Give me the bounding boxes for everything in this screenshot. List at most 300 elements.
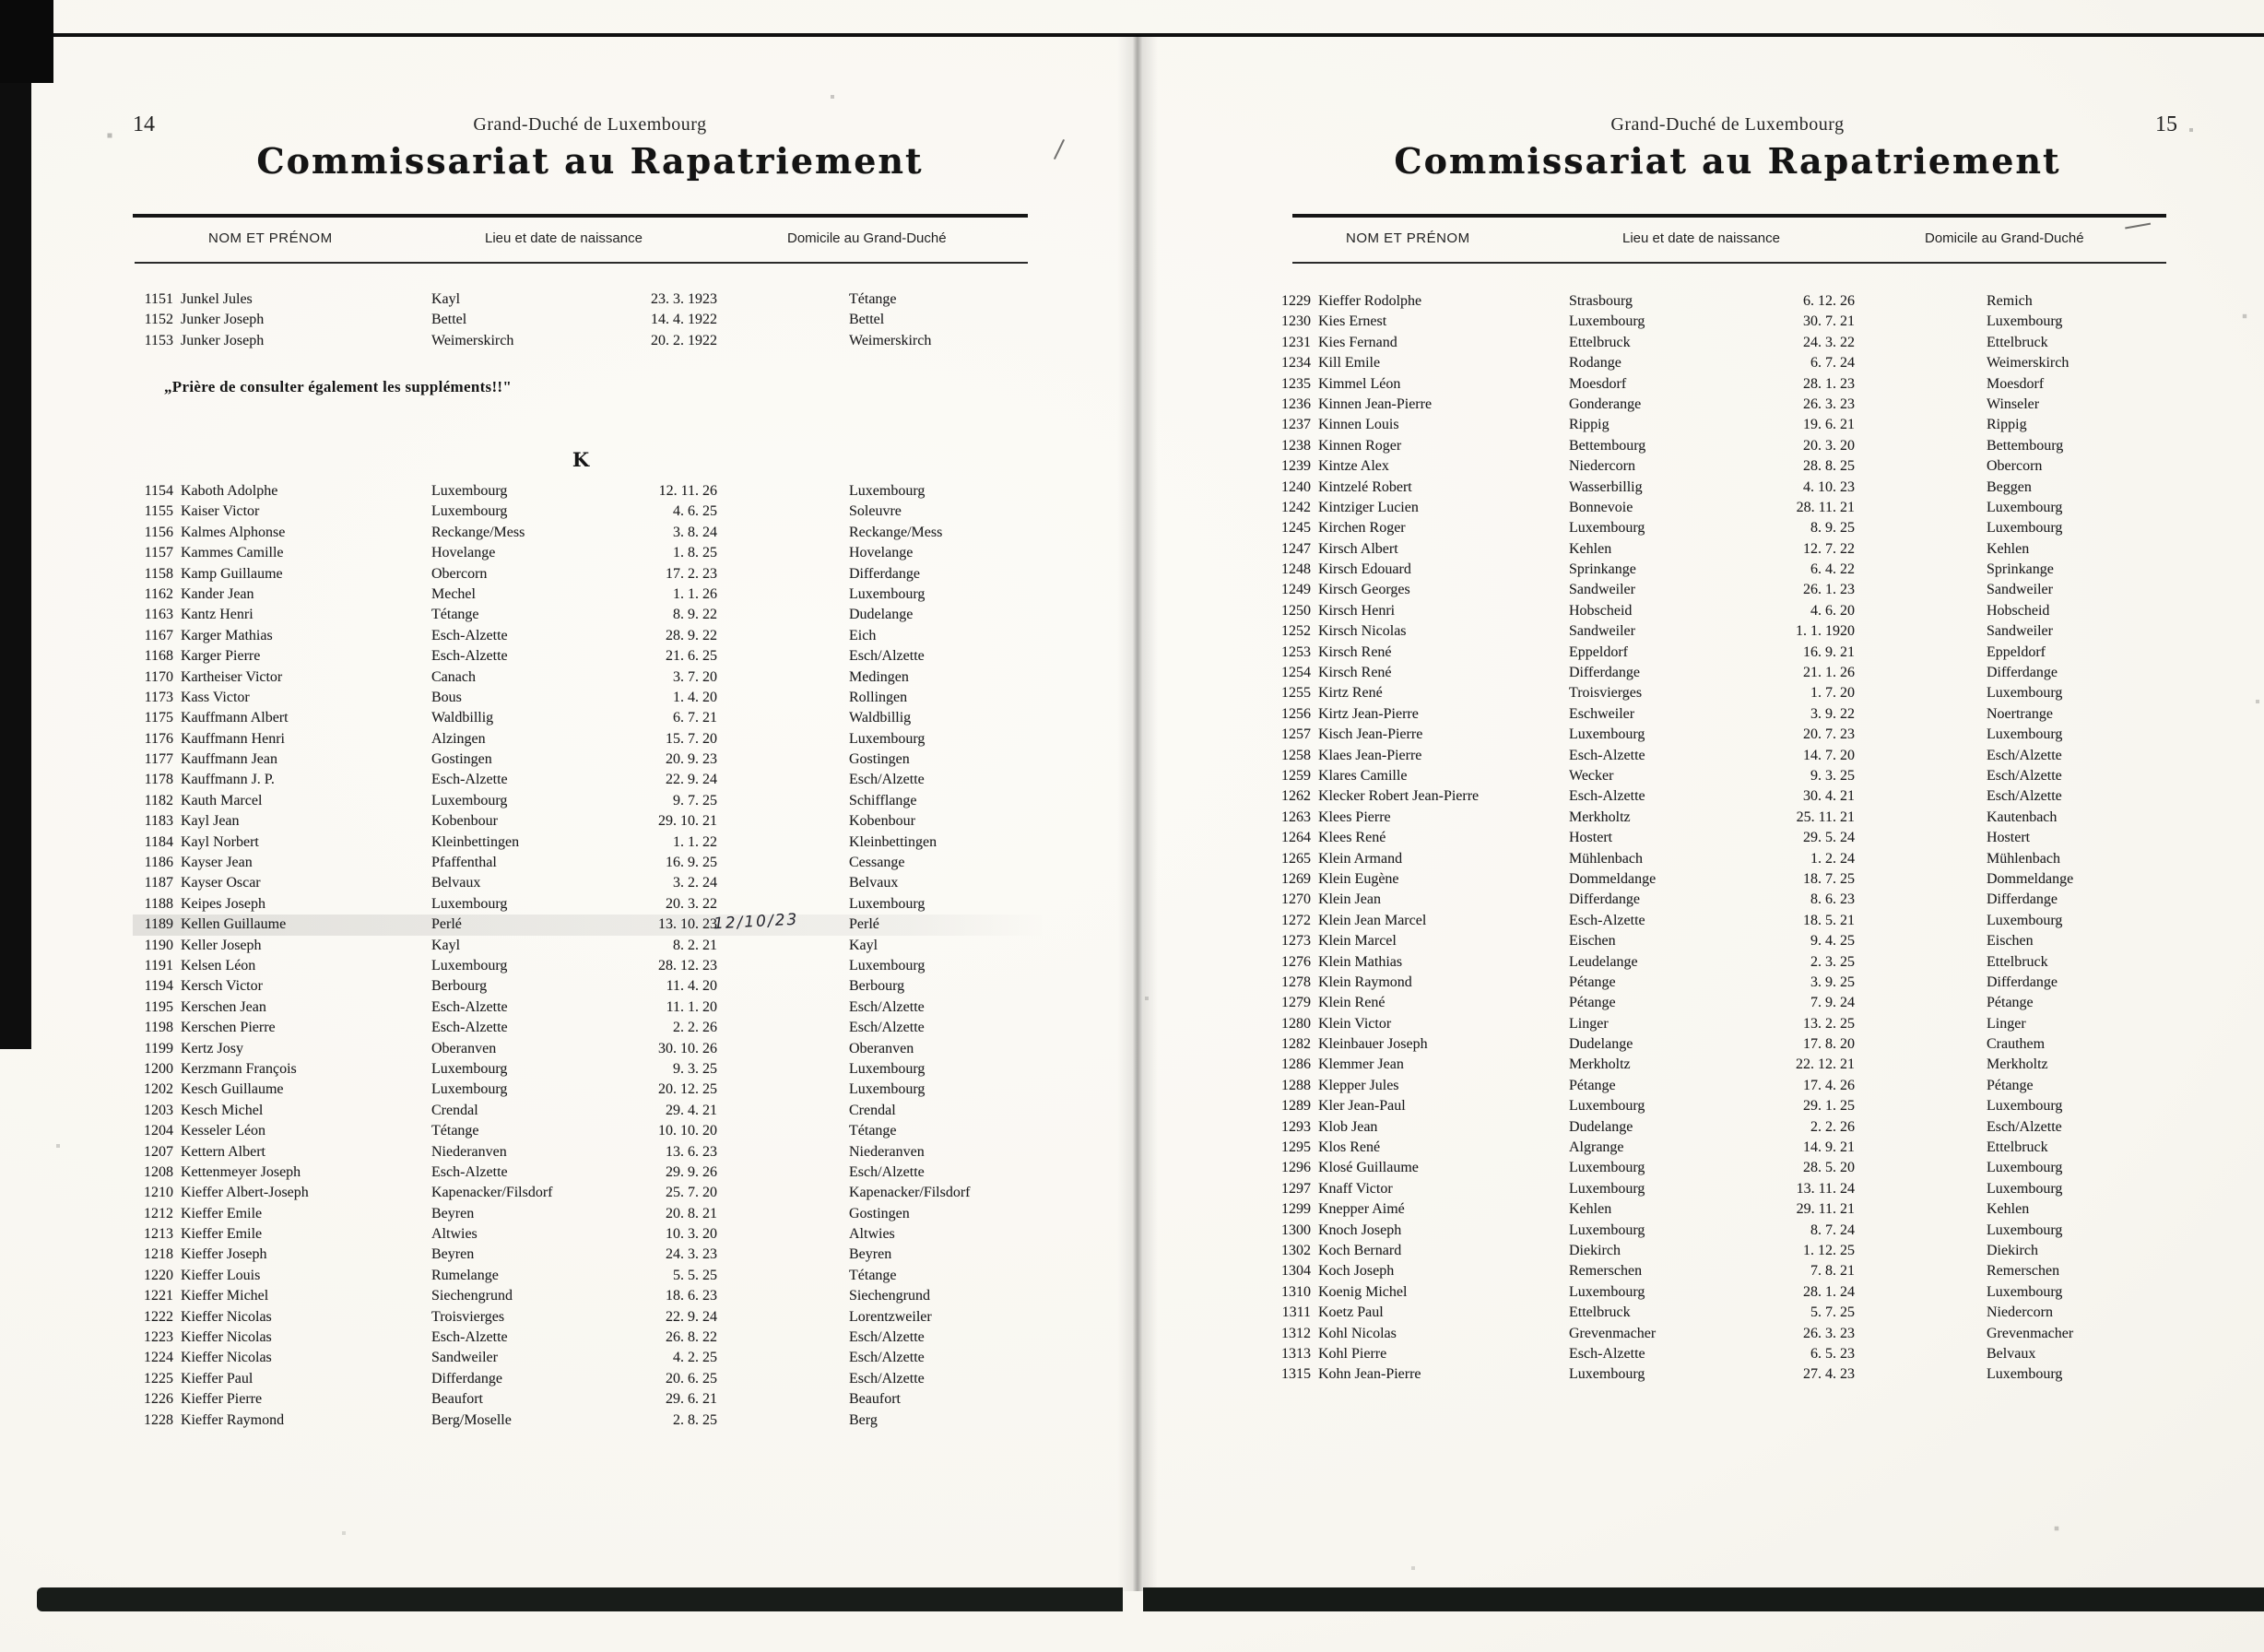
cell-place: Canach: [431, 668, 476, 685]
cell-date: 3. 8. 24: [673, 524, 717, 540]
cell-domicile: Luxembourg: [1987, 1180, 2063, 1197]
cell-domicile: Esch/Alzette: [849, 1020, 925, 1036]
cell-place: Sprinkange: [1569, 561, 1636, 578]
cell-name: Kleinbauer Joseph: [1318, 1036, 1428, 1053]
cell-name: Kieffer Rodolphe: [1318, 293, 1422, 309]
cell-num: 1212: [144, 1205, 173, 1221]
cell-date: 30. 10. 26: [658, 1040, 717, 1056]
cell-name: Klemmer Jean: [1318, 1056, 1404, 1073]
cell-domicile: Luxembourg: [1987, 313, 2063, 330]
cell-date: 13. 11. 24: [1796, 1180, 1855, 1197]
registry-row: [133, 1080, 1047, 1100]
cell-date: 20. 6. 25: [666, 1370, 717, 1386]
cell-name: Klees René: [1318, 830, 1386, 846]
cell-num: 1190: [144, 937, 173, 953]
cell-name: Kerschen Jean: [181, 998, 266, 1015]
cell-name: Kantz Henri: [181, 607, 254, 623]
cell-date: 29. 4. 21: [666, 1102, 717, 1118]
registry-row: [1270, 580, 2185, 600]
cell-num: 1245: [1281, 520, 1311, 537]
cell-num: 1259: [1281, 767, 1311, 784]
cell-name: Kettern Albert: [181, 1143, 265, 1160]
cell-domicile: Perlé: [849, 916, 879, 933]
column-headers: [1270, 230, 2185, 258]
cell-name: Kirtz René: [1318, 685, 1383, 702]
cell-domicile: Beggen: [1987, 478, 2032, 495]
cell-date: 13. 2. 25: [1803, 1015, 1855, 1032]
registry-row: [133, 1162, 1047, 1183]
cell-domicile: Dommeldange: [1987, 870, 2074, 887]
column-header-domicile: Domicile au Grand-Duché: [787, 230, 947, 246]
cell-date: 29. 9. 26: [666, 1163, 717, 1180]
registry-row: [1270, 1282, 2185, 1303]
cell-num: 1218: [144, 1246, 173, 1263]
cell-name: Kayl Norbert: [181, 833, 259, 850]
cell-date: 17. 2. 23: [666, 565, 717, 582]
cell-num: 1157: [144, 545, 173, 561]
registry-row: [1270, 1199, 2185, 1220]
cell-date: 12. 7. 22: [1803, 540, 1855, 557]
cell-num: 1213: [144, 1226, 173, 1243]
cell-place: Luxembourg: [1569, 1221, 1645, 1238]
cell-date: 28. 1. 23: [1803, 375, 1855, 392]
cell-num: 1177: [144, 751, 173, 768]
cell-name: Klob Jean: [1318, 1118, 1378, 1135]
cell-date: 26. 1. 23: [1803, 582, 1855, 598]
cell-domicile: Remich: [1987, 293, 2033, 309]
cell-domicile: Crauthem: [1987, 1036, 2046, 1053]
cell-num: 1280: [1281, 1015, 1311, 1032]
cell-date: 5. 7. 25: [1810, 1304, 1855, 1321]
cell-name: Klecker Robert Jean-Pierre: [1318, 788, 1480, 805]
cell-place: Niedercorn: [1569, 458, 1635, 475]
cell-num: 1296: [1281, 1160, 1311, 1176]
registry-row: [133, 1224, 1047, 1245]
cell-date: 8. 6. 23: [1810, 891, 1855, 908]
cell-place: Eppeldorf: [1569, 643, 1628, 660]
cell-num: 1264: [1281, 830, 1311, 846]
cell-date: 16. 9. 21: [1803, 643, 1855, 660]
cell-place: Beyren: [431, 1246, 475, 1263]
cell-name: Kieffer Paul: [181, 1370, 254, 1386]
cell-date: 5. 5. 25: [673, 1267, 717, 1283]
cell-num: 1250: [1281, 602, 1311, 619]
cell-place: Grevenmacher: [1569, 1325, 1657, 1341]
cell-place: Kayl: [431, 937, 461, 953]
cell-num: 1247: [1281, 540, 1311, 557]
cell-place: Tétange: [431, 1123, 479, 1139]
cell-place: Gonderange: [1569, 395, 1642, 412]
cell-place: Beyren: [431, 1205, 475, 1221]
registry-row: [1270, 890, 2185, 910]
cell-domicile: Luxembourg: [1987, 726, 2063, 743]
cell-place: Kehlen: [1569, 540, 1612, 557]
registry-row: [133, 1142, 1047, 1162]
cell-name: Kartheiser Victor: [181, 668, 283, 685]
cell-date: 20. 2. 1922: [651, 332, 717, 348]
registry-row: [133, 564, 1047, 584]
cell-num: 1297: [1281, 1180, 1311, 1197]
cell-domicile: Esch/Alzette: [849, 1163, 925, 1180]
registry-row: [133, 1348, 1047, 1368]
cell-name: Kander Jean: [181, 585, 254, 602]
cell-name: Kirsch Albert: [1318, 540, 1398, 557]
registry-row: [1270, 1241, 2185, 1261]
cell-name: Kayser Jean: [181, 855, 253, 871]
cell-place: Troisvierges: [1569, 685, 1643, 702]
cell-domicile: Differdange: [1987, 665, 2058, 681]
cell-place: Hovelange: [431, 545, 496, 561]
registry-row: [133, 688, 1047, 708]
cell-name: Klosé Guillaume: [1318, 1160, 1419, 1176]
cell-num: 1289: [1281, 1098, 1311, 1115]
cell-date: 6. 4. 22: [1810, 561, 1855, 578]
cell-place: Luxembourg: [1569, 1366, 1645, 1383]
cell-place: Algrange: [1569, 1139, 1624, 1156]
cell-domicile: Kehlen: [1987, 1201, 2030, 1218]
registry-row: [1270, 643, 2185, 663]
registry-row: [1270, 1055, 2185, 1075]
cell-num: 1231: [1281, 334, 1311, 350]
cell-date: 6. 5. 23: [1810, 1345, 1855, 1362]
registry-row: [133, 1039, 1047, 1059]
cell-place: Niederanven: [431, 1143, 507, 1160]
cell-domicile: Luxembourg: [849, 1060, 926, 1077]
registry-row: [133, 853, 1047, 873]
cell-date: 29. 10. 21: [658, 813, 717, 830]
cell-place: Dudelange: [1569, 1118, 1633, 1135]
cell-date: 8. 9. 25: [1810, 520, 1855, 537]
cell-place: Alzingen: [431, 730, 486, 747]
registry-row: [1270, 808, 2185, 828]
cell-name: Kill Emile: [1318, 355, 1381, 372]
cell-name: Kettenmeyer Joseph: [181, 1163, 301, 1180]
cell-num: 1262: [1281, 788, 1311, 805]
cell-num: 1286: [1281, 1056, 1311, 1073]
cell-domicile: Esch/Alzette: [849, 1350, 925, 1366]
registry-row: [1270, 973, 2185, 993]
cell-date: 2. 2. 26: [1810, 1118, 1855, 1135]
cell-place: Berbourg: [431, 978, 488, 995]
cell-place: Eschweiler: [1569, 705, 1635, 722]
registry-row: [133, 1059, 1047, 1080]
cell-date: 1. 8. 25: [673, 545, 717, 561]
cell-place: Luxembourg: [431, 895, 508, 912]
cell-place: Luxembourg: [1569, 1160, 1645, 1176]
cell-date: 8. 7. 24: [1810, 1221, 1855, 1238]
cell-domicile: Noertrange: [1987, 705, 2053, 722]
cell-num: 1176: [144, 730, 173, 747]
registry-row: [1270, 849, 2185, 869]
cell-domicile: Eischen: [1987, 933, 2034, 950]
registry-row: [1270, 1158, 2185, 1178]
cell-name: Knoch Joseph: [1318, 1221, 1402, 1238]
registry-row: [1270, 353, 2185, 373]
cell-place: Mühlenbach: [1569, 850, 1643, 867]
cell-place: Sandweiler: [431, 1350, 498, 1366]
cell-date: 20. 3. 22: [666, 895, 717, 912]
cell-domicile: Ettelbruck: [1987, 334, 2048, 350]
cell-num: 1184: [144, 833, 173, 850]
registry-row: [133, 729, 1047, 749]
cell-num: 1313: [1281, 1345, 1311, 1362]
cell-date: 28. 11. 21: [1796, 499, 1855, 515]
cell-num: 1203: [144, 1102, 173, 1118]
cell-domicile: Altwies: [849, 1226, 895, 1243]
cell-name: Junker Joseph: [181, 312, 265, 328]
cell-domicile: Grevenmacher: [1987, 1325, 2074, 1341]
cell-name: Kirsch René: [1318, 643, 1392, 660]
registry-row: [1270, 1096, 2185, 1116]
cell-date: 1. 12. 25: [1803, 1242, 1855, 1258]
cell-num: 1312: [1281, 1325, 1311, 1341]
cell-num: 1183: [144, 813, 173, 830]
cell-num: 1210: [144, 1185, 173, 1201]
cell-domicile: Esch/Alzette: [1987, 1118, 2062, 1135]
cell-name: Kirsch Georges: [1318, 582, 1410, 598]
cell-num: 1223: [144, 1329, 173, 1346]
cell-num: 1163: [144, 607, 173, 623]
cell-date: 11. 1. 20: [666, 998, 717, 1015]
cell-place: Kayl: [431, 291, 461, 307]
cell-domicile: Kehlen: [1987, 540, 2030, 557]
cell-num: 1279: [1281, 995, 1311, 1011]
cell-name: Kohn Jean-Pierre: [1318, 1366, 1421, 1383]
cell-name: Kisch Jean-Pierre: [1318, 726, 1423, 743]
cell-name: Kler Jean-Paul: [1318, 1098, 1406, 1115]
cell-domicile: Lorentzweiler: [849, 1308, 932, 1325]
cell-num: 1162: [144, 585, 173, 602]
scan-slash-mark: [1054, 139, 1065, 159]
registry-row: [1270, 478, 2185, 498]
cell-place: Esch-Alzette: [431, 648, 508, 665]
registry-row: [1270, 725, 2185, 745]
cell-date: 22. 9. 24: [666, 772, 717, 788]
registry-row: [133, 481, 1047, 502]
cell-domicile: Niederanven: [849, 1143, 925, 1160]
cell-num: 1178: [144, 772, 173, 788]
cell-date: 10. 3. 20: [666, 1226, 717, 1243]
cell-num: 1170: [144, 668, 173, 685]
cell-num: 1187: [144, 875, 173, 891]
cell-place: Luxembourg: [1569, 1180, 1645, 1197]
cell-domicile: Luxembourg: [1987, 1160, 2063, 1176]
cell-place: Altwies: [431, 1226, 478, 1243]
cell-num: 1189: [144, 916, 173, 933]
header-rule: [1292, 262, 2166, 264]
cell-name: Kayser Oscar: [181, 875, 261, 891]
cell-name: Karger Pierre: [181, 648, 261, 665]
cell-num: 1198: [144, 1020, 173, 1036]
registry-row: [133, 1204, 1047, 1224]
cell-num: 1188: [144, 895, 173, 912]
title-rule: [1292, 214, 2166, 218]
cell-place: Belvaux: [431, 875, 481, 891]
registry-row: [133, 936, 1047, 956]
cell-domicile: Dudelange: [849, 607, 914, 623]
registry-row: [133, 1121, 1047, 1141]
registry-row: [133, 310, 1047, 330]
cell-num: 1235: [1281, 375, 1311, 392]
cell-place: Differdange: [1569, 891, 1640, 908]
cell-date: 8. 2. 21: [673, 937, 717, 953]
page-number: 15: [2155, 112, 2177, 136]
cell-date: 9. 4. 25: [1810, 933, 1855, 950]
cell-date: 24. 3. 23: [666, 1246, 717, 1263]
cell-name: Kauffmann Albert: [181, 710, 289, 726]
registry-row: [1270, 1364, 2185, 1385]
registry-row: [1270, 1034, 2185, 1055]
cell-date: 28. 8. 25: [1803, 458, 1855, 475]
cell-place: Kleinbettingen: [431, 833, 520, 850]
registry-row: [133, 894, 1047, 914]
cell-date: 21. 1. 26: [1803, 665, 1855, 681]
cell-date: 2. 3. 25: [1810, 953, 1855, 970]
cell-date: 13. 10. 23: [658, 916, 717, 933]
cell-place: Rumelange: [431, 1267, 499, 1283]
cell-num: 1167: [144, 627, 173, 643]
section-letter: K: [572, 448, 590, 471]
registry-row: [133, 749, 1047, 770]
cell-num: 1168: [144, 648, 173, 665]
cell-date: 14. 4. 1922: [651, 312, 717, 328]
cell-num: 1257: [1281, 726, 1311, 743]
cell-domicile: Hostert: [1987, 830, 2031, 846]
cell-date: 14. 9. 21: [1803, 1139, 1855, 1156]
cell-place: Luxembourg: [1569, 1283, 1645, 1300]
cell-name: Kintze Alex: [1318, 458, 1389, 475]
registry-row: [133, 1245, 1047, 1265]
cell-domicile: Luxembourg: [849, 585, 926, 602]
column-header-domicile: Domicile au Grand-Duché: [1925, 230, 2084, 246]
cell-place: Hobscheid: [1569, 602, 1633, 619]
cell-place: Pétange: [1569, 995, 1616, 1011]
cell-domicile: Esch/Alzette: [849, 648, 925, 665]
cell-place: Kehlen: [1569, 1201, 1612, 1218]
cell-place: Kobenbour: [431, 813, 498, 830]
page-title: Commissariat au Rapatriement: [256, 140, 924, 182]
cell-domicile: Weimerskirch: [1987, 355, 2069, 372]
scan-corner-topleft: [0, 0, 53, 83]
cell-date: 30. 4. 21: [1803, 788, 1855, 805]
cell-date: 1. 4. 20: [673, 689, 717, 705]
registry-row: [1270, 683, 2185, 703]
cell-name: Kamp Guillaume: [181, 565, 283, 582]
cell-domicile: Gostingen: [849, 1205, 910, 1221]
cell-domicile: Luxembourg: [1987, 1221, 2063, 1238]
cell-place: Luxembourg: [1569, 313, 1645, 330]
cell-domicile: Kleinbettingen: [849, 833, 937, 850]
cell-domicile: Oberanven: [849, 1040, 914, 1056]
cell-domicile: Rollingen: [849, 689, 908, 705]
cell-date: 22. 12. 21: [1796, 1056, 1855, 1073]
cell-domicile: Schifflange: [849, 792, 917, 808]
cell-name: Kinnen Jean-Pierre: [1318, 395, 1433, 412]
cell-date: 7. 8. 21: [1810, 1263, 1855, 1280]
registry-row: [133, 791, 1047, 811]
registry-row: [1270, 1303, 2185, 1323]
cell-place: Esch-Alzette: [1569, 912, 1645, 928]
cell-name: Kellen Guillaume: [181, 916, 287, 933]
cell-place: Rodange: [1569, 355, 1621, 372]
cell-name: Kaboth Adolphe: [181, 483, 278, 499]
cell-num: 1175: [144, 710, 173, 726]
cell-domicile: Kapenacker/Filsdorf: [849, 1185, 971, 1201]
cell-domicile: Luxembourg: [1987, 1283, 2063, 1300]
cell-name: Kimmel Léon: [1318, 375, 1401, 392]
cell-domicile: Mühlenbach: [1987, 850, 2060, 867]
cell-place: Luxembourg: [431, 1060, 508, 1077]
cell-place: Weimerskirch: [431, 332, 514, 348]
registry-row: [1270, 436, 2185, 456]
cell-domicile: Diekirch: [1987, 1242, 2038, 1258]
cell-name: Klos René: [1318, 1139, 1381, 1156]
cell-name: Koenig Michel: [1318, 1283, 1408, 1300]
registry-row: [1270, 931, 2185, 951]
cell-domicile: Sandweiler: [1987, 623, 2053, 640]
cell-date: 11. 4. 20: [666, 978, 717, 995]
registry-row: [133, 1101, 1047, 1121]
cell-place: Esch-Alzette: [431, 1329, 508, 1346]
cell-domicile: Beyren: [849, 1246, 892, 1263]
registry-row: [1270, 395, 2185, 415]
cell-domicile: Kayl: [849, 937, 878, 953]
scan-speckles: [0, 0, 2, 2]
cell-date: 6. 7. 21: [673, 710, 717, 726]
cell-place: Luxembourg: [1569, 1098, 1645, 1115]
registry-row: [133, 667, 1047, 688]
cell-date: 28. 1. 24: [1803, 1283, 1855, 1300]
cell-place: Bettembourg: [1569, 437, 1646, 454]
registry-row: [1270, 663, 2185, 683]
page-left: [133, 111, 1047, 1549]
cell-date: 25. 11. 21: [1796, 808, 1855, 825]
cell-date: 4. 6. 25: [673, 503, 717, 520]
cell-domicile: Luxembourg: [849, 1081, 926, 1098]
cell-num: 1186: [144, 855, 173, 871]
cell-domicile: Ettelbruck: [1987, 1139, 2048, 1156]
registry-row: [133, 1410, 1047, 1431]
cell-name: Kieffer Joseph: [181, 1246, 267, 1263]
cell-num: 1263: [1281, 808, 1311, 825]
cell-domicile: Luxembourg: [849, 957, 926, 974]
registry-row: [1270, 911, 2185, 931]
cell-place: Esch-Alzette: [1569, 1345, 1645, 1362]
cell-domicile: Luxembourg: [1987, 520, 2063, 537]
registry-row: [133, 523, 1047, 543]
cell-name: Kintziger Lucien: [1318, 499, 1419, 515]
cell-name: Kies Ernest: [1318, 313, 1387, 330]
cell-date: 26. 8. 22: [666, 1329, 717, 1346]
cell-domicile: Differdange: [1987, 974, 2058, 990]
cell-domicile: Hobscheid: [1987, 602, 2050, 619]
registry-row: [1270, 1179, 2185, 1199]
registry-row: [133, 646, 1047, 667]
cell-domicile: Esch/Alzette: [849, 1370, 925, 1386]
cell-date: 7. 9. 24: [1810, 995, 1855, 1011]
registry-row: [133, 1389, 1047, 1410]
cell-place: Sandweiler: [1569, 582, 1635, 598]
scan-bottom-bar-right: [1143, 1587, 2264, 1611]
cell-date: 30. 7. 21: [1803, 313, 1855, 330]
registry-row: [133, 584, 1047, 605]
cell-name: Kohl Nicolas: [1318, 1325, 1397, 1341]
registry-row: [1270, 456, 2185, 477]
cell-place: Obercorn: [431, 565, 488, 582]
cell-date: 17. 4. 26: [1803, 1077, 1855, 1093]
cell-num: 1156: [144, 524, 173, 540]
cell-name: Kinnen Roger: [1318, 437, 1402, 454]
